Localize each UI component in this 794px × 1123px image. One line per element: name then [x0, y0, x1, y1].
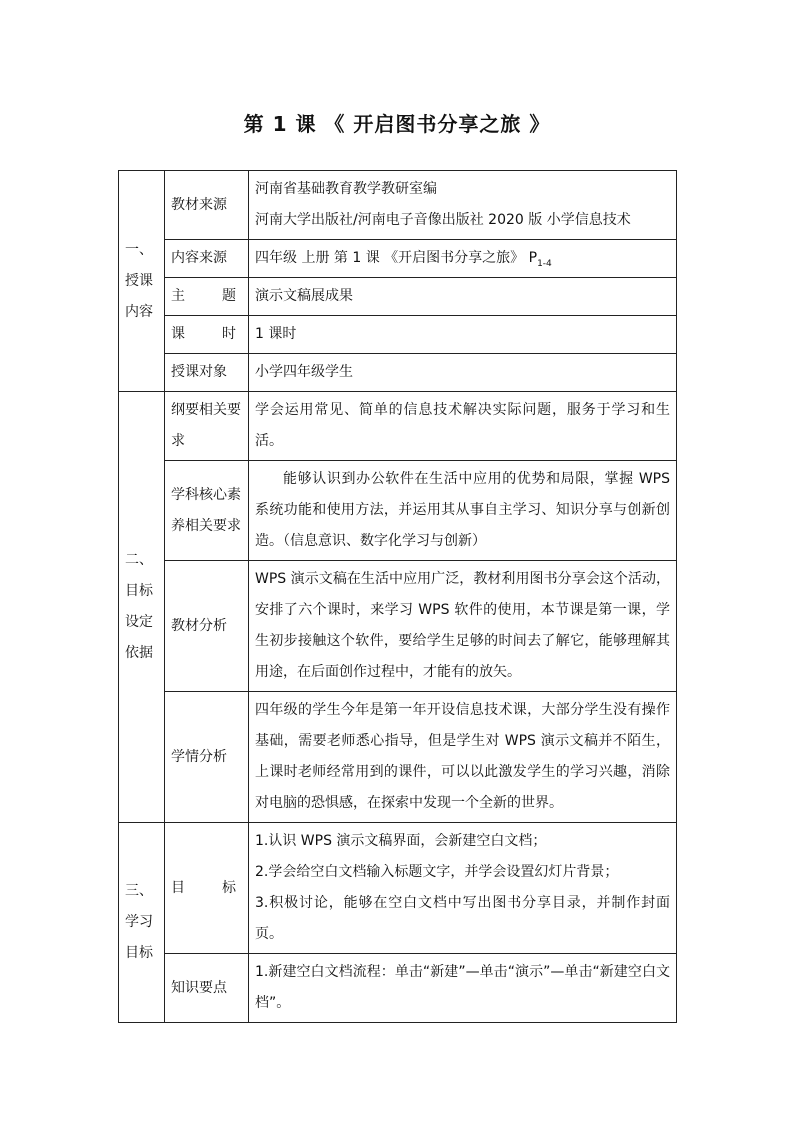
- table-row: [119, 392, 677, 461]
- table-row: [119, 954, 677, 1023]
- table-row: [119, 823, 677, 954]
- period-label: 课 时: [165, 316, 249, 354]
- key-points-value: 1.新建空白文档流程：单击“新建”—单击“演示”—单击“新建空白文档”。: [249, 954, 677, 1023]
- student-analysis-label: 学情分析: [165, 692, 249, 823]
- goal-item-3: 3.积极讨论，能够在空白文档中写出图书分享目录，并制作封面页。: [255, 895, 670, 942]
- table-row: [119, 171, 677, 240]
- goal-item-1: 1.认识 WPS 演示文稿界面，会新建空白文档；: [255, 833, 547, 849]
- table-row: [119, 561, 677, 692]
- content-source-value: [249, 240, 677, 278]
- period-value: 1 课时: [249, 316, 677, 354]
- goals-label: 目 标: [165, 823, 249, 954]
- textbook-source-value: [249, 171, 677, 240]
- table-row: [119, 316, 677, 354]
- table-row: [119, 692, 677, 823]
- core-literacy-label: 学科核心素养相关要求: [165, 461, 249, 561]
- outline-label: 纲要相关要求: [165, 392, 249, 461]
- section-1-label: 一、授课内容: [119, 171, 165, 392]
- audience-value: 小学四年级学生: [249, 354, 677, 392]
- table-row: [119, 278, 677, 316]
- table-row: [119, 240, 677, 278]
- textbook-analysis-label: 教材分析: [165, 561, 249, 692]
- outline-value: 学会运用常见、简单的信息技术解决实际问题，服务于学习和生活。: [249, 392, 677, 461]
- page-title: 第 1 课 《 开启图书分享之旅 》: [243, 112, 551, 136]
- content-source-text: 四年级 上册 第 1 课 《开启图书分享之旅》 P: [255, 250, 538, 266]
- topic-value: 演示文稿展成果: [249, 278, 677, 316]
- textbook-analysis-value: WPS 演示文稿在生活中应用广泛，教材利用图书分享会这个活动，安排了六个课时，来学习 WPS 软件的使用，本节课是第一课，学生初步接触这个软件，要给学生足够的时间去了解它，能够理解其用途，在后面创作过程中，才能有的放矢。: [249, 561, 677, 692]
- table-row: [119, 461, 677, 561]
- content-source-label: 内容来源: [165, 240, 249, 278]
- audience-label: 授课对象: [165, 354, 249, 392]
- core-literacy-value: 能够认识到办公软件在生活中应用的优势和局限，掌握 WPS 系统功能和使用方法，并运用其从事自主学习、知识分享与创新创造。（信息意识、数字化学习与创新）: [249, 461, 677, 561]
- key-points-label: 知识要点: [165, 954, 249, 1023]
- table-row: [119, 354, 677, 392]
- textbook-source-line2: 河南大学出版社/河南电子音像出版社 2020 版 小学信息技术: [255, 212, 631, 228]
- textbook-source-line1: 河南省基础教育教学教研室编: [255, 181, 437, 197]
- student-analysis-value: 四年级的学生今年是第一年开设信息技术课，大部分学生没有操作基础，需要老师悉心指导，但是学生对 WPS 演示文稿并不陌生，上课时老师经常用到的课件，可以以此激发学生的学习兴趣，消除对电脑的恐惧感，在探索中发现一个全新的世界。: [249, 692, 677, 823]
- lesson-plan-table: [118, 170, 677, 1023]
- section-2-label: 二、目标设定依据: [119, 392, 165, 823]
- topic-label: 主 题: [165, 278, 249, 316]
- page-range-subscript: 1-4: [537, 258, 552, 269]
- textbook-source-label: 教材来源: [165, 171, 249, 240]
- goal-item-2: 2.学会给空白文档输入标题文字，并学会设置幻灯片背景；: [255, 864, 619, 880]
- section-3-label: 三、学习目标: [119, 823, 165, 1023]
- goals-value: [249, 823, 677, 954]
